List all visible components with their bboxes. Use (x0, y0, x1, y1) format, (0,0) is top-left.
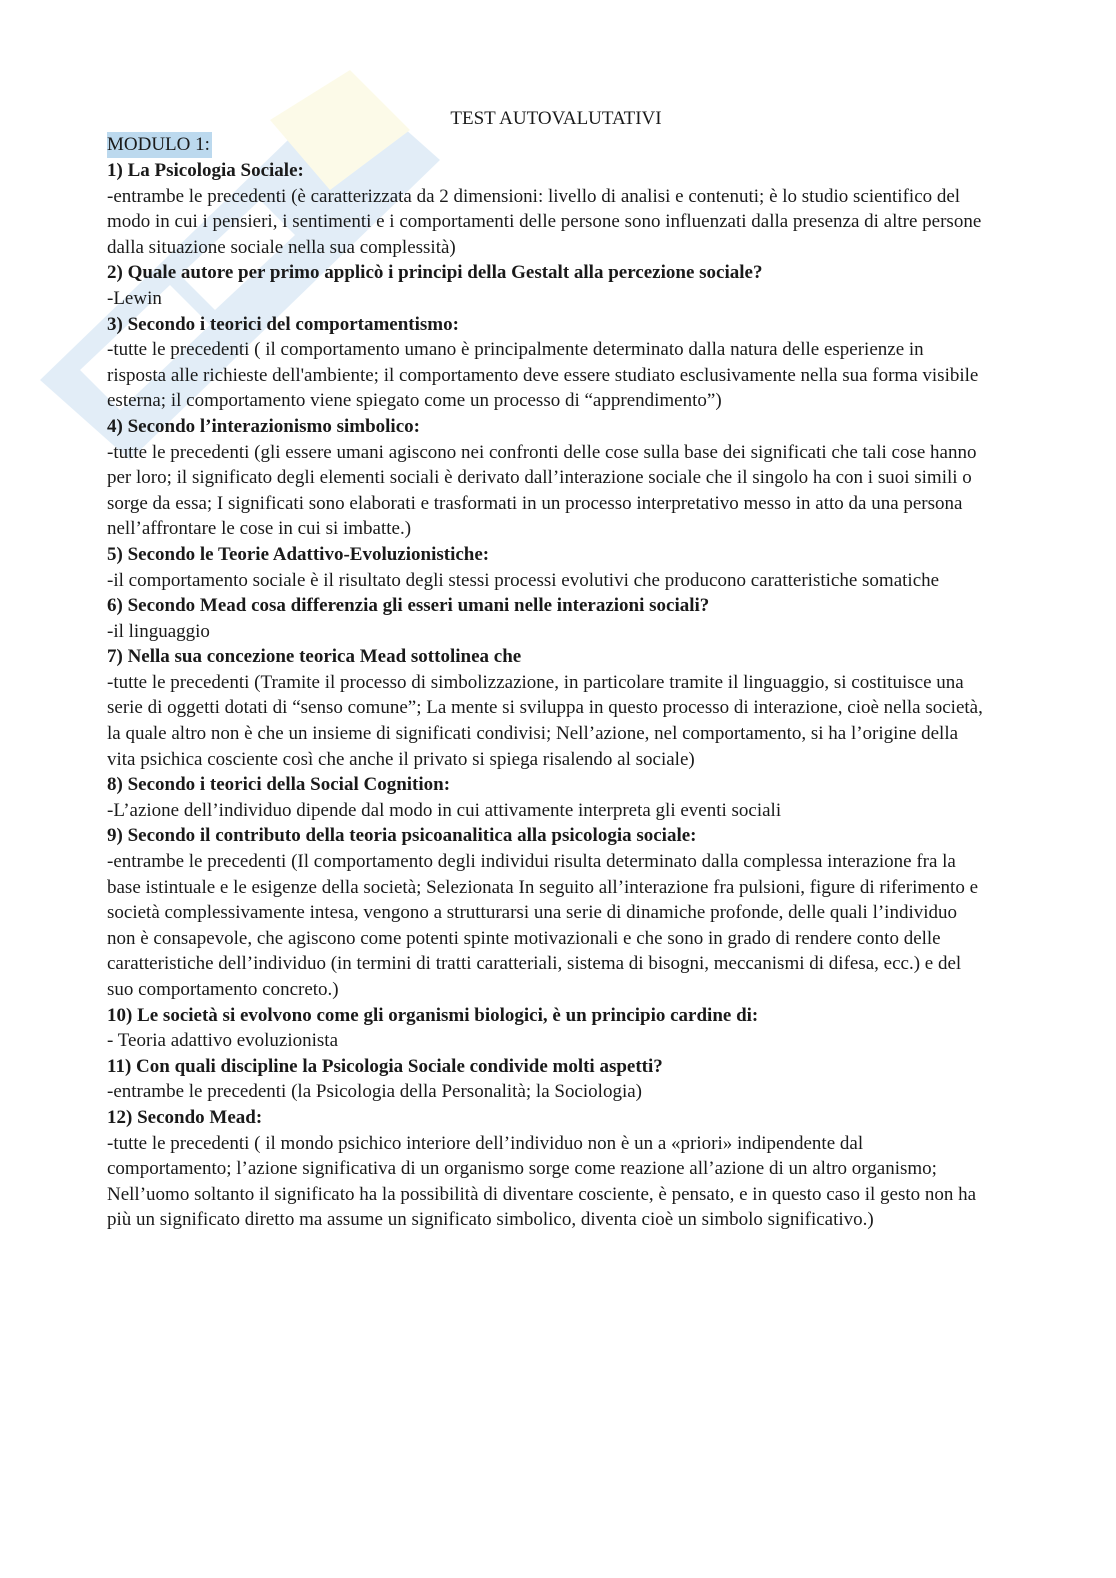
qa-item-12 (107, 1105, 987, 1233)
module-heading: MODULO 1: (107, 132, 212, 158)
answer: -entrambe le precedenti (la Psicologia della Personalità; la Sociologia) (107, 1081, 642, 1103)
question: 2) Quale autore per primo applicò i principi della Gestalt alla percezione sociale? (107, 262, 763, 284)
qa-item-1 (107, 158, 987, 260)
question: 3) Secondo i teorici del comportamentismo: (107, 313, 459, 335)
question: 11) Con quali discipline la Psicologia Sociale condivide molti aspetti? (107, 1055, 663, 1077)
qa-item-11 (107, 1054, 987, 1105)
question: 10) Le società si evolvono come gli organismi biologici, è un principio cardine di: (107, 1004, 759, 1026)
qa-item-8 (107, 772, 987, 823)
answer: -tutte le precedenti (gli essere umani agiscono nei confronti delle cose sulla base dei significati che tali cose hanno per loro; il significato degli elementi sociali è derivato dall’interazione sociale che il singolo ha con i suoi simili o sorge da essa; I significati sono elaborati e trasformati in un processo interpretativo messo in atto da una persona nell’affrontare le cose in cui si imbatte.) (107, 441, 977, 540)
qa-item-2 (107, 260, 987, 311)
question: 12) Secondo Mead: (107, 1106, 263, 1128)
qa-item-10 (107, 1003, 987, 1054)
question: 5) Secondo le Teorie Adattivo-Evoluzionistiche: (107, 543, 490, 565)
question: 7) Nella sua concezione teorica Mead sottolinea che (107, 646, 522, 668)
document-title: TEST AUTOVALUTATIVI (450, 108, 662, 129)
qa-item-5 (107, 542, 987, 593)
answer: -Lewin (107, 287, 162, 309)
answer: -tutte le precedenti ( il comportamento umano è principalmente determinato dalla natura delle esperienze in risposta alle richieste dell'ambiente; il comportamento deve essere studiato esclusivamente nella sua forma visibile esterna; il comportamento viene spiegato come un processo di “apprendimento”) (107, 339, 979, 412)
answer: -tutte le precedenti (Tramite il processo di simbolizzazione, in particolare tramite il linguaggio, si costituisce una serie di oggetti dotati di “senso comune”; La mente si sviluppa in questo processo di interazione, cioè nella società, la quale altro non è che un insieme di significati condivisi; Nell’azione, nel comportamento, si ha l’origine della vita psichica cosciente così che anche il privato si spiega risalendo al sociale) (107, 671, 983, 770)
qa-item-6 (107, 593, 987, 644)
answer: - Teoria adattivo evoluzionista (107, 1030, 338, 1052)
qa-item-9 (107, 823, 987, 1002)
question: 6) Secondo Mead cosa differenzia gli esseri umani nelle interazioni sociali? (107, 595, 710, 617)
qa-item-4 (107, 414, 987, 542)
answer: -il comportamento sociale è il risultato degli stessi processi evolutivi che producono caratteristiche somatiche (107, 569, 940, 591)
answer: -tutte le precedenti ( il mondo psichico interiore dell’individuo non è un a «priori» indipendente dal comportamento; l’azione significativa di un organismo sorge come reazione all’azione di un altro organismo; Nell’uomo soltanto il significato ha la possibilità di diventare cosciente, è pensato, e in questo caso il gesto non ha più un significato diretto ma assume un significato simbolico, diventa cioè un simbolo significativo.) (107, 1132, 977, 1231)
question: 9) Secondo il contributo della teoria psicoanalitica alla psicologia sociale: (107, 825, 697, 847)
qa-item-3 (107, 312, 987, 414)
answer: -il linguaggio (107, 620, 210, 642)
question: 8) Secondo i teorici della Social Cognition: (107, 774, 451, 796)
document-page (107, 106, 987, 1233)
question: 4) Secondo l’interazionismo simbolico: (107, 415, 420, 437)
answer: -entrambe le precedenti (è caratterizzata da 2 dimensioni: livello di analisi e contenuti; è lo studio scientifico del modo in cui i pensieri, i sentimenti e i comportamenti delle persone sono influenzati dalla presenza di altre persone dalla situazione sociale nella sua complessità) (107, 185, 982, 258)
answer: -L’azione dell’individuo dipende dal modo in cui attivamente interpreta gli eventi sociali (107, 799, 782, 821)
answer: -entrambe le precedenti (Il comportamento degli individui risulta determinato dalla complessa interazione fra la base istintuale e le esigenze della società; Selezionata In seguito all’interazione fra pulsioni, figure di riferimento e società complessivamente intesa, vengono a strutturarsi una serie di dinamiche profonde, delle quali l’individuo non è consapevole, che agiscono come potenti spinte motivazionali e che sono in grado di rendere conto delle caratteristiche dell’individuo (in termini di tratti caratteriali, sistema di bisogni, meccanismi di difesa, ecc.) e del suo comportamento concreto.) (107, 851, 979, 1000)
qa-item-7 (107, 644, 987, 772)
question: 1) La Psicologia Sociale: (107, 160, 304, 181)
